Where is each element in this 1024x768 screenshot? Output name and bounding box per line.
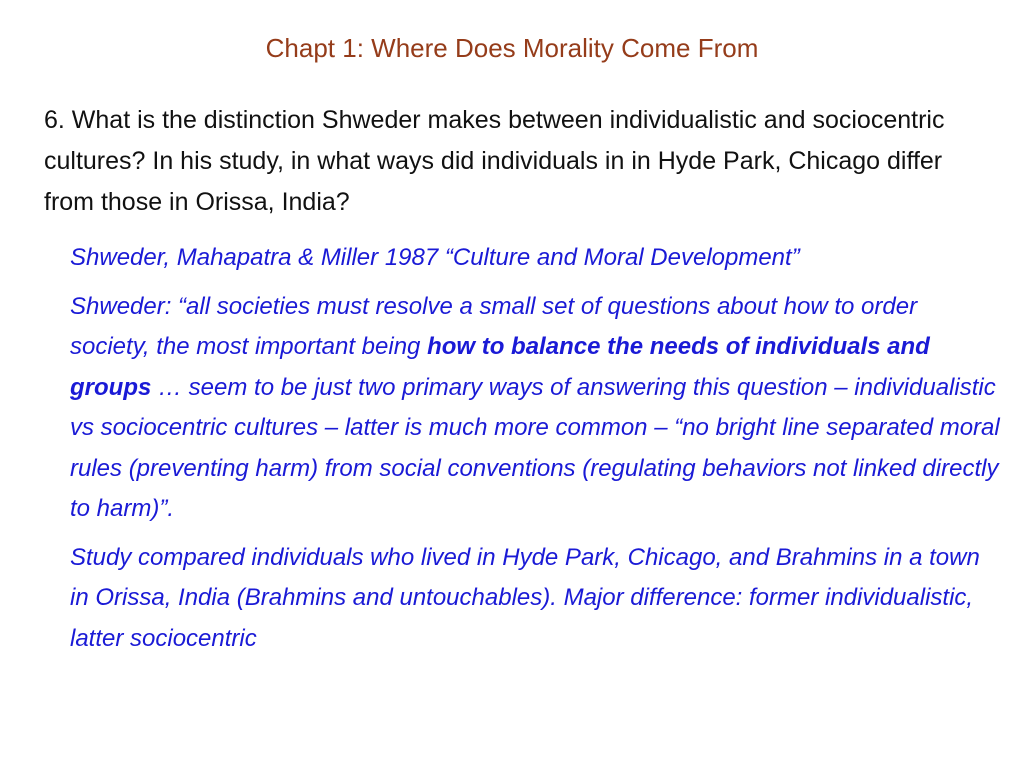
citation-paragraph: Shweder, Mahapatra & Miller 1987 “Culture and Moral Development” — [70, 244, 800, 271]
quote-text-end: … seem to be just two primary ways of answering this question – individualistic vs sociocentric cultures – latter is much more common – “no bright line separated moral rules (preventing harm) from social conventions (regulating behaviors not linked directly to harm)”. — [70, 373, 1000, 522]
quote-text-start: Shweder: “all societies must resolve a small set of questions about how to order society, the most important being — [70, 292, 918, 360]
quote-paragraph — [70, 287, 1000, 530]
study-paragraph: Study compared individuals who lived in Hyde Park, Chicago, and Brahmins in a town in Orissa, India (Brahmins and untouchables). Major difference: former individualistic, latter sociocentric — [70, 543, 980, 652]
answer-bullets — [70, 238, 1000, 667]
quote-bold-phrase: how to balance the needs of individuals and groups — [70, 333, 930, 401]
slide-title: Chapt 1: Where Does Morality Come From — [265, 33, 759, 63]
question-text: 6. What is the distinction Shweder makes between individualistic and sociocentric cultures? In his study, in what ways did individuals in in Hyde Park, Chicago differ from those in Orissa, India? — [44, 106, 945, 216]
